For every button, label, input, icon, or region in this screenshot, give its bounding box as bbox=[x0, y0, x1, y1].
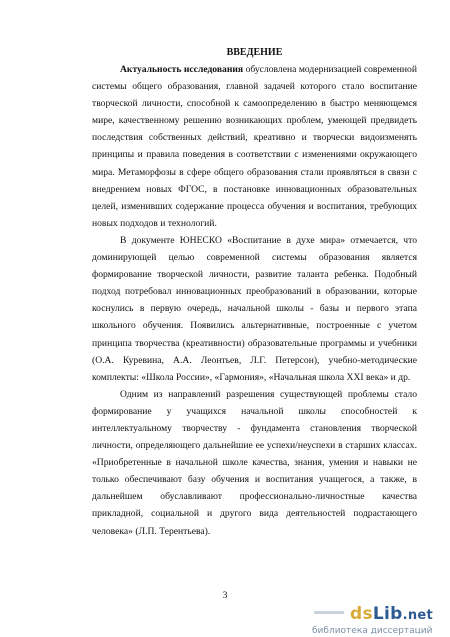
site-watermark[interactable] bbox=[312, 604, 440, 634]
watermark-logo bbox=[350, 604, 433, 624]
logo-ds: ds bbox=[350, 604, 373, 624]
watermark-bar bbox=[314, 611, 344, 614]
paragraph-1 bbox=[92, 61, 417, 232]
logo-lib: Lib bbox=[372, 604, 403, 624]
paragraph-text: В документе ЮНЕСКО «Воспитание в духе мира» отмечается, что доминирующей целью современной системы образования является формирование творческой личности, развитие таланта ребенка. Подобный подход потребовал инновационных преобразований в образовании, которые коснулись в первую очередь, начальной школы - базы и первого этапа школьного обучения. Появились альтернативные, построенные с учетом принципа творчества (креативности) образовательные программы и учебники (О.А. Куревина, А.А. Леонтьев, Л.Г. Петерсон), учебно-методические комплекты: «Школа России», «Гармония», «Начальная школа XXI века» и др. bbox=[92, 234, 417, 383]
section-heading: ВВЕДЕНИЕ bbox=[226, 47, 283, 58]
paragraph-text: обусловлена модернизацией современной системы общего образования, главной задачей которого стало воспитание творческой личности, способной к самоопределению в быстро меняющемся мире, качественному решению возникающих проблем, умеющей предвидеть последствия собственных действий, креативно и творчески видоизменять принципы и правила поведения в соответствии с изменениями окружающего мира. Метаморфозы в сфере общего образования стали проявляться в связи с внедрением новых ФГОС, в постановке инновационных образовательных целей, изменивших содержание процесса обучения и воспитания, требующих новых подходов и технологий. bbox=[92, 64, 417, 229]
paragraph-text: Одним из направлений разрешения существующей проблемы стало формирование у учащихся начальной школы способностей к интеллектуальному творчеству - фундамента становления творческой личности, определяющего дальнейшие ее успехи/неуспехи в старших классах. «Приобретенные в начальной школе качества, знания, умения и навыки не только обеспечивают базу обучения и воспитания учащегося, а также, в дальнейшем обуславливают профессионально-личностные качества прикладной, социальной и другого вида деятельностей подрастающего человека» (Л.П. Терентьева). bbox=[92, 388, 417, 537]
logo-net: .net bbox=[402, 608, 434, 623]
page-number: 3 bbox=[222, 590, 228, 601]
paragraph-2 bbox=[92, 232, 417, 386]
paragraph-3 bbox=[92, 386, 417, 540]
paragraph-lead: Актуальность исследования bbox=[120, 64, 244, 75]
document-body bbox=[92, 44, 417, 540]
watermark-subtitle: библиотека диссертаций bbox=[312, 626, 433, 636]
